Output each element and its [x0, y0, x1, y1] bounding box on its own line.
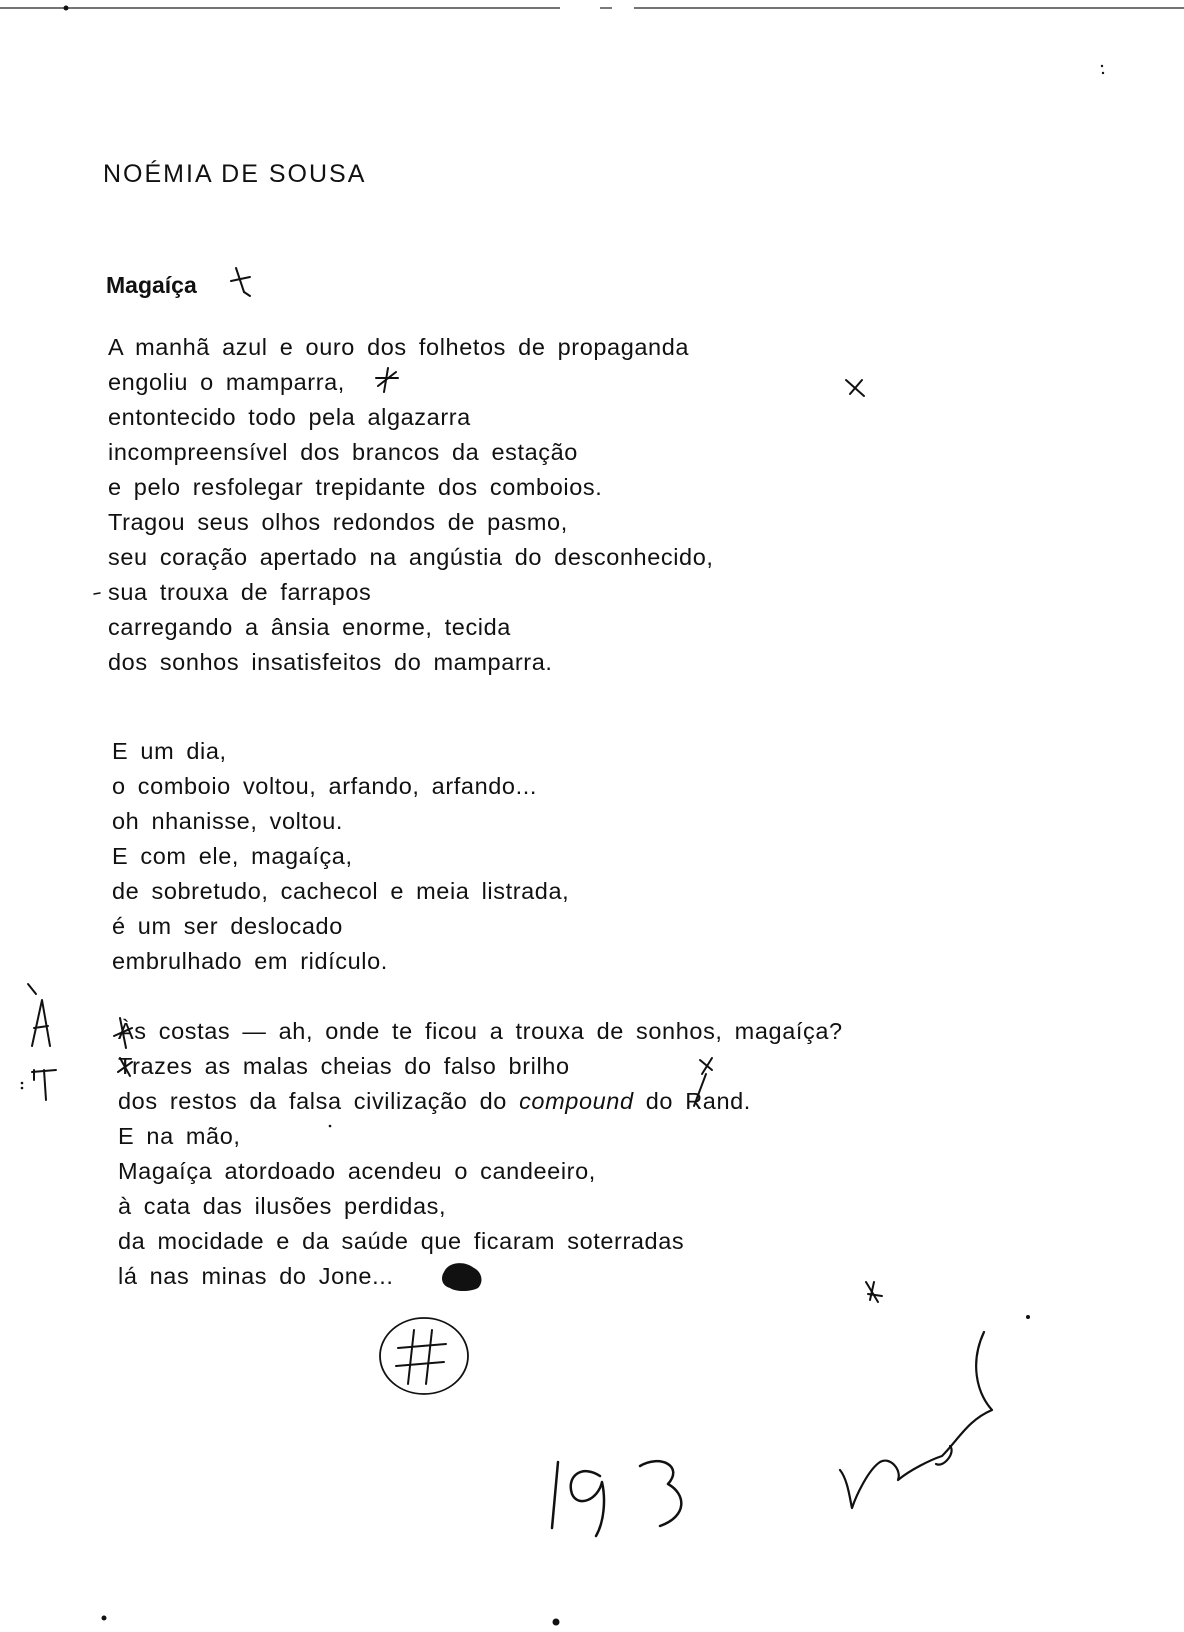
poem-line: E com ele, magaíça, [112, 843, 353, 869]
signature-scribble [840, 1332, 992, 1508]
poem-line: incompreensível dos brancos da estação [108, 439, 578, 465]
poem-line: seu coração apertado na angústia do desconhecido, [108, 544, 714, 570]
italic-term: compound [519, 1088, 634, 1114]
stanza-1 [108, 330, 714, 680]
poem-line: E na mão, [118, 1123, 241, 1149]
poem-line: oh nhanisse, voltou. [112, 808, 344, 834]
poem-line: entontecido todo pela algazarra [108, 404, 471, 430]
poem-line: Às costas — ah, onde te ficou a trouxa de sonhos, magaíça? [118, 1018, 843, 1044]
line-text-after: do Rand. [633, 1088, 751, 1114]
poem-line: o comboio voltou, arfando, arfando... [112, 773, 537, 799]
poem-line: Trazes as malas cheias do falso brilho [118, 1053, 570, 1079]
poem-author: NOÉMIA DE SOUSA [103, 160, 367, 188]
line-text-before: dos restos da falsa civilização do [118, 1088, 520, 1114]
poem-line: lá nas minas do Jone... [118, 1263, 394, 1289]
poem-title: Magaíça [106, 272, 197, 298]
poem-line: engoliu o mamparra, [108, 369, 345, 395]
poem-line: A manhã azul e ouro dos folhetos de propaganda [108, 334, 690, 360]
poem-line: da mocidade e da saúde que ficaram soterradas [118, 1228, 685, 1254]
asterisk-mark [231, 268, 250, 296]
stanza-2 [112, 734, 569, 979]
poem-line: à cata das ilusões perdidas, [118, 1193, 447, 1219]
poem-line: de sobretudo, cachecol e meia listrada, [112, 878, 570, 904]
poem-line: embrulhado em ridículo. [112, 948, 388, 974]
poem-line: sua trouxa de farrapos [108, 579, 372, 605]
poem-line: Tragou seus olhos redondos de pasmo, [108, 509, 568, 535]
poem-line [118, 1084, 843, 1119]
poem-line: E um dia, [112, 738, 227, 764]
handwritten-page-number [552, 1461, 681, 1536]
poem-line: Magaíça atordoado acendeu o candeeiro, [118, 1158, 596, 1184]
poem-line: é um ser deslocado [112, 913, 343, 939]
x-mark [866, 1282, 882, 1302]
top-border-rule [0, 4, 1184, 12]
circled-hash-mark [380, 1318, 468, 1394]
poem-line: e pelo resfolegar trepidante dos comboios. [108, 474, 603, 500]
poem-line: dos sonhos insatisfeitos do mamparra. [108, 649, 553, 675]
stanza-3 [118, 1014, 843, 1294]
x-mark [846, 380, 864, 396]
margin-letters [28, 984, 56, 1100]
poem-line: carregando a ânsia enorme, tecida [108, 614, 511, 640]
